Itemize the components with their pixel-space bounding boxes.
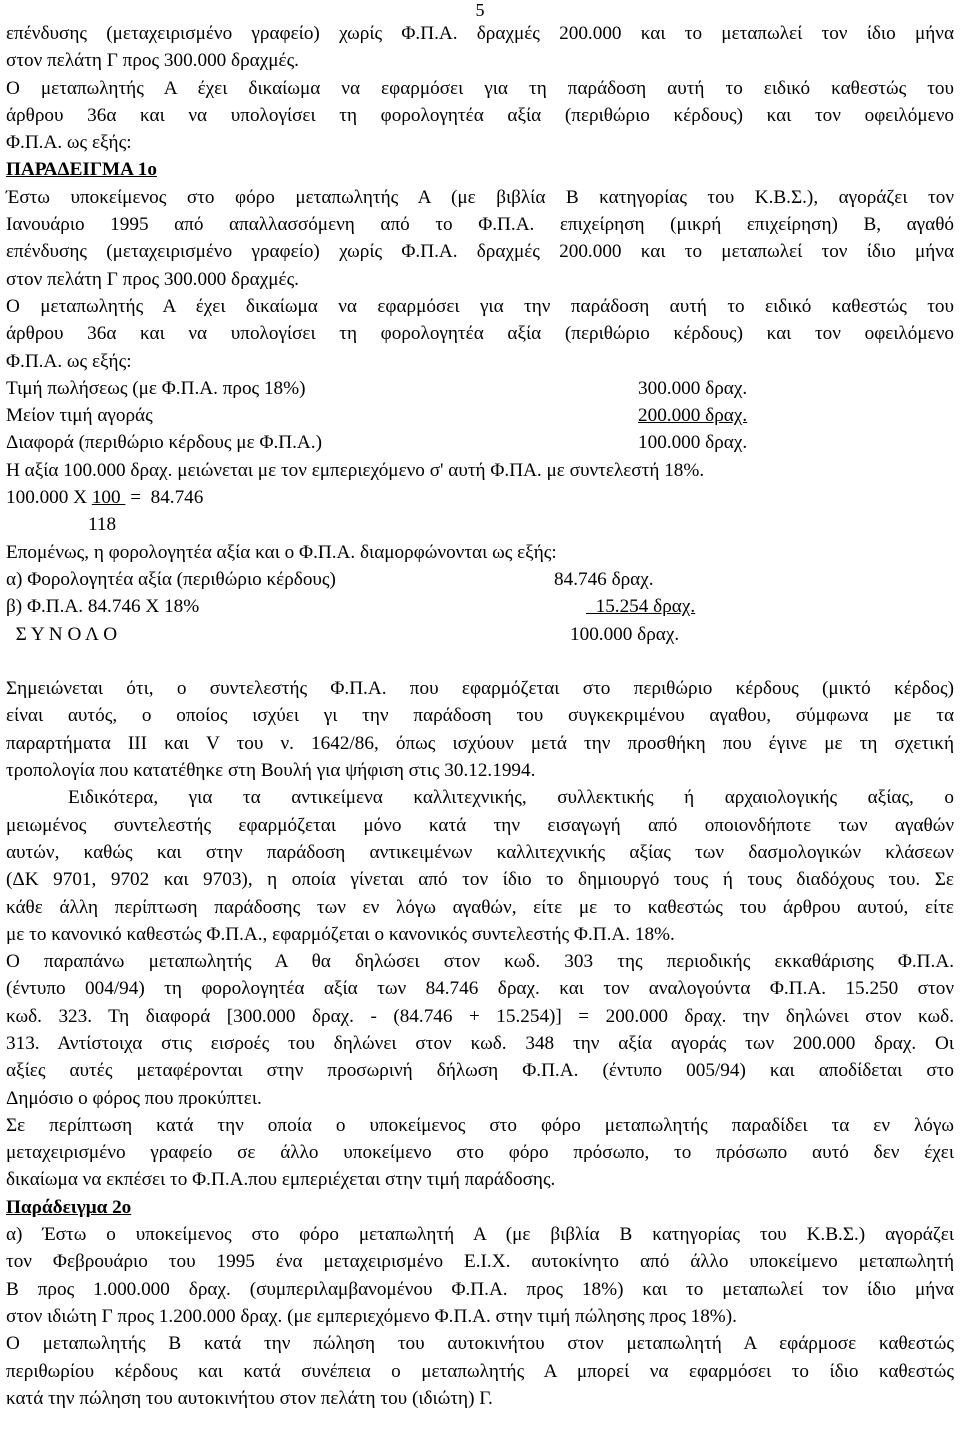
text-line: αξίες αυτές μεταφέρονται στην προσωρινή δήλωση Φ.Π.Α. (έντυπο 005/94) και αποδίδεται στο bbox=[6, 1060, 954, 1082]
text-line: Ο μεταπωλητής Β κατά την πώληση του αυτοκινήτου στον μεταπωλητή Α εφάρμοσε καθεστώς bbox=[6, 1333, 954, 1355]
text-line: Δημόσιο ο φόρος που προκύπτει. bbox=[6, 1087, 262, 1109]
calc-label: β) Φ.Π.Α. 84.746 Χ 18% bbox=[6, 596, 200, 618]
calc-row-sale-price bbox=[6, 375, 954, 402]
text-line: Ειδικότερα, για τα αντικείμενα καλλιτεχνικής, συλλεκτικής ή αρχαιολογικής αξίας, ο bbox=[68, 787, 954, 809]
calc-row-purchase-price bbox=[6, 402, 954, 429]
text-line: επένδυσης (μεταχειρισμένο γραφείο) χωρίς Φ.Π.Α. δραχμές 200.000 και το μεταπωλεί τον ίδιο μήνα bbox=[6, 241, 954, 263]
calc-value: 300.000 δραχ. bbox=[638, 377, 748, 399]
calc-value: 200.000 δραχ. bbox=[638, 405, 748, 427]
text-line: επένδυσης (μεταχειρισμένο γραφείο) χωρίς Φ.Π.Α. δραχμές 200.000 και το μεταπωλεί τον ίδιο μήνα bbox=[6, 23, 954, 44]
calc-label: Σ Υ Ν Ο Λ Ο bbox=[6, 623, 118, 645]
formula-denominator: 118 bbox=[88, 514, 117, 536]
text-line: δικαίωμα να εκπέσει το Φ.Π.Α.που εμπεριέχεται στην τιμή παράδοσης. bbox=[6, 1169, 556, 1191]
text-line: περιθωρίου κέρδους και κατά συνέπεια ο μεταπωλητής Α μπορεί να εφαρμόσει το ίδιο καθεστώς bbox=[6, 1360, 954, 1382]
formula-part: 100.000 X bbox=[6, 487, 92, 509]
text-line: α) Έστω ο υποκείμενος στο φόρο μεταπωλητή Α (με βιβλία Β κατηγορίας του Κ.Β.Σ.) αγοράζει bbox=[6, 1224, 954, 1246]
formula-part: = 84.746 bbox=[125, 487, 204, 509]
text-line: είναι αυτός, ο οποίος ισχύει γι την παράδοση του συγκεκριμένου αγαθου, σύμφωνα με τα bbox=[6, 705, 954, 727]
text-line: άρθρου 36α και να υπολογίσει τη φορολογητέα αξία (περιθώριο κέρδους) και τον οφειλόμενο bbox=[6, 104, 954, 126]
text-line: Η αξία 100.000 δραχ. μειώνεται με τον εμπεριεχόμενο σ' αυτή Φ.ΠΑ. με συντελεστή 18%. bbox=[6, 459, 705, 481]
text-line: Φ.Π.Α. ως εξής: bbox=[6, 132, 132, 154]
calc-row-total bbox=[6, 621, 954, 648]
calc-row-vat bbox=[6, 593, 954, 620]
formula-numerator: 100 bbox=[91, 487, 126, 509]
text-line: κατά την πώληση του αυτοκινήτου στον πελάτη του (ιδιώτη) Γ. bbox=[6, 1387, 493, 1409]
calc-row-difference bbox=[6, 429, 954, 456]
text-line: κάθε άλλη περίπτωση παράδοσης των εν λόγω αγαθών, είτε με το καθεστώς του άρθρου αυτού, είτε bbox=[6, 896, 954, 918]
text-line: Σημειώνεται ότι, ο συντελεστής Φ.Π.Α. που εφαρμόζεται στο περιθώριο κέρδους (μικτό κέρδος) bbox=[6, 678, 954, 700]
text-line: Ο παραπάνω μεταπωλητής Α θα δηλώσει στον κωδ. 303 της περιοδικής εκκαθάρισης Φ.Π.Α. bbox=[6, 951, 954, 973]
document-body bbox=[6, 20, 954, 1412]
text-line: (έντυπο 004/94) τη φορολογητέα αξία των 84.746 δραχ. και τον αναλογούντα Φ.Π.Α. 15.250 στον bbox=[6, 978, 954, 1000]
formula-line bbox=[6, 484, 954, 511]
text-line: στον πελάτη Γ προς 300.000 δραχμές. bbox=[6, 268, 299, 290]
text-line: μειωμένος συντελεστής εφαρμόζεται μόνο κατά την εισαγωγή από οποιονδήποτε των αγαθών bbox=[6, 814, 954, 836]
text-line: τροπολογία που κατατέθηκε στη Βουλή για ψήφιση στις 30.12.1994. bbox=[6, 760, 536, 782]
text-line: Σε περίπτωση κατά την οποία ο υποκείμενος στο φόρο μεταπωλητής παραδίδει τα εν λόγω bbox=[6, 1114, 954, 1136]
page-number: 5 bbox=[475, 0, 485, 20]
text-line: 313. Αντίστοιχα στις εισροές του δηλώνει στον κωδ. 348 την αξία αγοράς των 200.000 δραχ. Οι bbox=[6, 1032, 954, 1054]
text-line: Ιανουάριο 1995 από απαλλασσόμενη από το Φ.Π.Α. επιχείρηση (μικρή επιχείρηση) Β, αγαθό bbox=[6, 214, 954, 236]
text-line: τον Φεβρουάριο του 1995 ένα μεταχειρισμένο Ε.Ι.Χ. αυτοκίνητο από άλλο υποκείμενο μεταπωλητή bbox=[6, 1251, 954, 1273]
text-line: Φ.Π.Α. ως εξής: bbox=[6, 350, 132, 372]
calc-label: Τιμή πωλήσεως (με Φ.Π.Α. προς 18%) bbox=[6, 377, 306, 399]
example-1-heading: ΠΑΡΑΔΕΙΓΜΑ 1ο bbox=[6, 159, 157, 181]
text-line: παραρτήματα ΙΙΙ και V του ν. 1642/86, όπως ισχύουν μετά την προσθήκη που έγινε με τη σχετική bbox=[6, 732, 954, 754]
text-line: άρθρου 36α και να υπολογίσει τη φορολογητέα αξία (περιθώριο κέρδους) και τον οφειλόμενο bbox=[6, 323, 954, 345]
calc-label: Διαφορά (περιθώριο κέρδους με Φ.Π.Α.) bbox=[6, 432, 322, 454]
calc-value: 100.000 δραχ. bbox=[638, 432, 748, 454]
text-line: Ο μεταπωλητής Α έχει δικαίωμα να εφαρμόσει για τη παράδοση αυτή το ειδικό καθεστώς του bbox=[6, 77, 954, 99]
example-2-heading: Παράδειγμα 2ο bbox=[6, 1196, 132, 1218]
text-line: (ΔΚ 9701, 9702 και 9703), η οποία γίνεται από τον ίδιο το δημιουργό τους ή τους διαδόχους του. Σε bbox=[6, 869, 954, 891]
spacer bbox=[6, 648, 954, 675]
calc-label: Μείον τιμή αγοράς bbox=[6, 405, 153, 427]
text-line: Επομένως, η φορολογητέα αξία και ο Φ.Π.Α. διαμορφώνονται ως εξής: bbox=[6, 541, 557, 563]
calc-value: 100.000 δραχ. bbox=[570, 623, 680, 645]
text-line: αυτών, καθώς και στην παράδοση αντικειμένων καλλιτεχνικής αξίας των δασμολογικών κλάσεων bbox=[6, 841, 954, 863]
calc-value: 84.746 δραχ. bbox=[554, 568, 654, 590]
calc-value: 15.254 δραχ. bbox=[586, 596, 696, 618]
text-line: μεταχειρισμένο γραφείο σε άλλο υποκείμενο στο φόρο πρόσωπο, το πρόσωπο αυτό δεν έχει bbox=[6, 1142, 954, 1164]
calc-label: α) Φορολογητέα αξία (περιθώριο κέρδους) bbox=[6, 568, 336, 590]
text-line: Β προς 1.000.000 δραχ. (συμπεριλαμβανομένου Φ.Π.Α. προς 18%) και το μεταπωλεί τον ίδιο μήνα bbox=[6, 1278, 954, 1300]
text-line: στον ιδιώτη Γ προς 1.200.000 δραχ. (με εμπεριεχόμενο Φ.Π.Α. στην τιμή πώλησης προς 18%). bbox=[6, 1305, 737, 1327]
text-line: Ο μεταπωλητής Α έχει δικαίωμα να εφαρμόσει για την παράδοση αυτή το ειδικό καθεστώς του bbox=[6, 295, 954, 317]
calc-row-taxable-value bbox=[6, 566, 954, 593]
text-line: με το κανονικό καθεστώς Φ.Π.Α., εφαρμόζεται ο κανονικός συντελεστής Φ.Π.Α. 18%. bbox=[6, 923, 675, 945]
text-line: Έστω υποκείμενος στο φόρο μεταπωλητής Α (με βιβλία Β κατηγορίας του Κ.Β.Σ.), αγοράζει τον bbox=[6, 186, 954, 208]
text-line: κωδ. 323. Τη διαφορά [300.000 δραχ. - (84.746 + 15.254)] = 200.000 δραχ. την δηλώνει στον κωδ. bbox=[6, 1005, 954, 1027]
text-line: στον πελάτη Γ προς 300.000 δραχμές. bbox=[6, 50, 299, 72]
